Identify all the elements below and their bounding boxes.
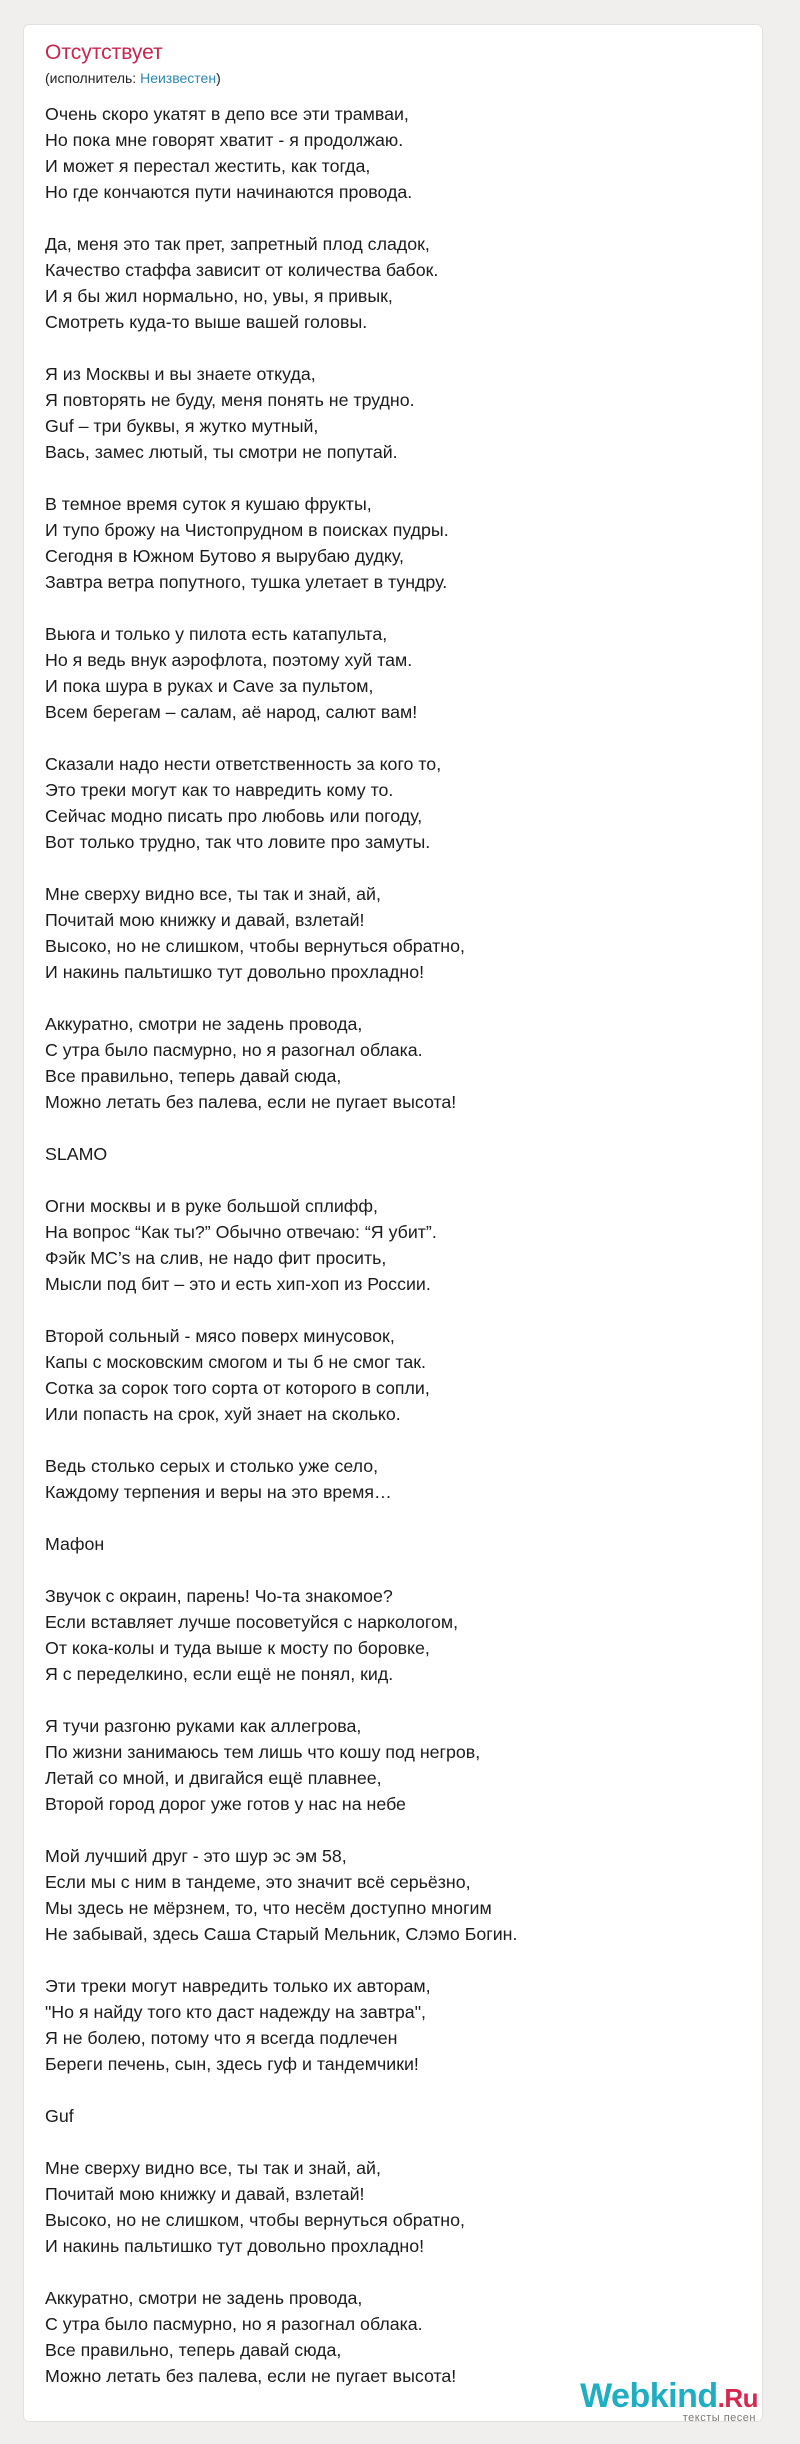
lyrics-body (45, 101, 741, 2389)
lyrics-line: Но я ведь внук аэрофлота, поэтому хуй там. (45, 650, 413, 670)
lyrics-stanza (45, 1011, 741, 1115)
lyrics-line: Я не болею, потому что я всегда подлечен (45, 2028, 398, 2048)
lyrics-line: Guf – три буквы, я жутко мутный, (45, 416, 319, 436)
lyrics-line: Или попасть на срок, хуй знает на сколько. (45, 1404, 401, 1424)
lyrics-stanza (45, 751, 741, 855)
lyrics-stanza (45, 881, 741, 985)
lyrics-line: Сказали надо нести ответственность за кого то, (45, 754, 442, 774)
lyrics-stanza (45, 1453, 741, 1505)
lyrics-line: Да, меня это так прет, запретный плод сладок, (45, 234, 430, 254)
lyrics-line: "Но я найду того кто даст надежду на завтра", (45, 2002, 426, 2022)
lyrics-stanza (45, 1973, 741, 2077)
lyrics-line: Качество стаффа зависит от количества бабок. (45, 260, 439, 280)
lyrics-line: В темное время суток я кушаю фрукты, (45, 494, 372, 514)
lyrics-line: И тупо брожу на Чистопрудном в поисках пудры. (45, 520, 449, 540)
lyrics-line: Если мы с ним в тандеме, это значит всё серьёзно, (45, 1872, 471, 1892)
lyrics-line: Сотка за сорок того сорта от которого в сопли, (45, 1378, 430, 1398)
lyrics-line: Каждому терпения и веры на это время… (45, 1482, 392, 1502)
lyrics-line: Вот только трудно, так что ловите про замуты. (45, 832, 431, 852)
lyrics-line: С утра было пасмурно, но я разогнал облака. (45, 1040, 423, 1060)
song-title: Отсутствует (45, 41, 163, 64)
lyrics-line: Почитай мою книжку и давай, взлетай! (45, 910, 365, 930)
logo-main-text: Webkind (580, 2377, 718, 2415)
lyrics-line: Мафон (45, 1534, 105, 1554)
lyrics-stanza (45, 1323, 741, 1427)
logo-wordmark (580, 2378, 758, 2416)
lyrics-line: Все правильно, теперь давай сюда, (45, 2340, 342, 2360)
lyrics-line: Почитай мою книжку и давай, взлетай! (45, 2184, 365, 2204)
lyrics-line: От кока-колы и туда выше к мосту по боровке, (45, 1638, 430, 1658)
lyrics-line: Мне сверху видно все, ты так и знай, ай, (45, 2158, 381, 2178)
lyrics-line: С утра было пасмурно, но я разогнал облака. (45, 2314, 423, 2334)
lyrics-stanza (45, 2103, 741, 2129)
artist-line (45, 69, 741, 87)
lyrics-line: Я с переделкино, если ещё не понял, кид. (45, 1664, 394, 1684)
lyrics-line: На вопрос “Как ты?” Обычно отвечаю: “Я убит”. (45, 1222, 437, 1242)
webkind-logo[interactable] (580, 2378, 758, 2424)
logo-tld: .Ru (717, 2383, 758, 2413)
lyrics-line: Мой лучший друг - это шур эс эм 58, (45, 1846, 347, 1866)
lyrics-line: И накинь пальтишко тут довольно прохладно! (45, 2236, 425, 2256)
lyrics-line: Но пока мне говорят хватит - я продолжаю. (45, 130, 404, 150)
lyrics-line: Очень скоро укатят в депо все эти трамваи, (45, 104, 409, 124)
lyrics-line: Аккуратно, смотри не задень провода, (45, 1014, 363, 1034)
lyrics-stanza (45, 231, 741, 335)
lyrics-line: Береги печень, сын, здесь гуф и тандемчики! (45, 2054, 419, 2074)
lyrics-line: Огни москвы и в руке большой сплифф, (45, 1196, 378, 1216)
lyrics-line: Я тучи разгоню руками как аллегрова, (45, 1716, 362, 1736)
lyrics-stanza (45, 621, 741, 725)
lyrics-stanza (45, 361, 741, 465)
lyrics-line: Мы здесь не мёрзнем, то, что несём доступно многим (45, 1898, 492, 1918)
lyrics-stanza (45, 101, 741, 205)
lyrics-stanza (45, 1583, 741, 1687)
lyrics-line: Высоко, но не слишком, чтобы вернуться обратно, (45, 2210, 465, 2230)
lyrics-stanza (45, 491, 741, 595)
artist-suffix: ) (216, 70, 221, 86)
lyrics-line: Это треки могут как то навредить кому то. (45, 780, 394, 800)
lyrics-line: Второй город дорог уже готов у нас на небе (45, 1794, 406, 1814)
lyrics-line: По жизни занимаюсь тем лишь что кошу под негров, (45, 1742, 481, 1762)
lyrics-line: Звучок с окраин, парень! Чо-та знакомое? (45, 1586, 393, 1606)
lyrics-stanza (45, 1843, 741, 1947)
lyrics-line: Мысли под бит – это и есть хип-хоп из России. (45, 1274, 431, 1294)
lyrics-line: Аккуратно, смотри не задень провода, (45, 2288, 363, 2308)
lyrics-line: И я бы жил нормально, но, увы, я привык, (45, 286, 393, 306)
lyrics-line: Я повторять не буду, меня понять не трудно. (45, 390, 415, 410)
lyrics-line: Ведь столько серых и столько уже село, (45, 1456, 379, 1476)
lyrics-line: Если вставляет лучше посоветуйся с наркологом, (45, 1612, 459, 1632)
lyrics-line: Летай со мной, и двигайся ещё плавнее, (45, 1768, 382, 1788)
lyrics-stanza (45, 1713, 741, 1817)
lyrics-line: Сегодня в Южном Бутово я вырубаю дудку, (45, 546, 404, 566)
lyrics-line: Фэйк MC’s на слив, не надо фит просить, (45, 1248, 387, 1268)
lyrics-line: Капы с московским смогом и ты б не смог так. (45, 1352, 426, 1372)
lyrics-line: Guf (45, 2106, 74, 2126)
lyrics-line: И пока шура в руках и Cave за пультом, (45, 676, 374, 696)
lyrics-line: Все правильно, теперь давай сюда, (45, 1066, 342, 1086)
artist-link[interactable]: Неизвестен (140, 70, 217, 86)
lyrics-line: Всем берегам – салам, аё народ, салют вам! (45, 702, 418, 722)
lyrics-stanza (45, 1141, 741, 1167)
lyrics-line: Завтра ветра попутного, тушка улетает в тундру. (45, 572, 448, 592)
lyrics-stanza (45, 2285, 741, 2389)
lyrics-card (23, 24, 763, 2422)
lyrics-line: SLAMO (45, 1144, 108, 1164)
lyrics-line: Но где кончаются пути начинаются провода. (45, 182, 413, 202)
lyrics-stanza (45, 1193, 741, 1297)
lyrics-line: Вьюга и только у пилота есть катапульта, (45, 624, 388, 644)
lyrics-line: Мне сверху видно все, ты так и знай, ай, (45, 884, 381, 904)
artist-prefix: (исполнитель: (45, 70, 141, 86)
lyrics-line: И может я перестал жестить, как тогда, (45, 156, 371, 176)
lyrics-line: Можно летать без палева, если не пугает высота! (45, 2366, 457, 2386)
lyrics-line: Не забывай, здесь Саша Старый Мельник, Слэмо Богин. (45, 1924, 518, 1944)
logo-tagline: тексты песен (682, 2412, 756, 2424)
lyrics-stanza (45, 1531, 741, 1557)
lyrics-stanza (45, 2155, 741, 2259)
lyrics-line: Высоко, но не слишком, чтобы вернуться обратно, (45, 936, 465, 956)
lyrics-line: Эти треки могут навредить только их авторам, (45, 1976, 431, 1996)
lyrics-line: Вась, замес лютый, ты смотри не попутай. (45, 442, 398, 462)
lyrics-line: Сейчас модно писать про любовь или погоду, (45, 806, 423, 826)
lyrics-line: Второй сольный - мясо поверх минусовок, (45, 1326, 395, 1346)
lyrics-line: Смотреть куда-то выше вашей головы. (45, 312, 368, 332)
lyrics-line: И накинь пальтишко тут довольно прохладно! (45, 962, 425, 982)
lyrics-line: Можно летать без палева, если не пугает высота! (45, 1092, 457, 1112)
lyrics-line: Я из Москвы и вы знаете откуда, (45, 364, 316, 384)
